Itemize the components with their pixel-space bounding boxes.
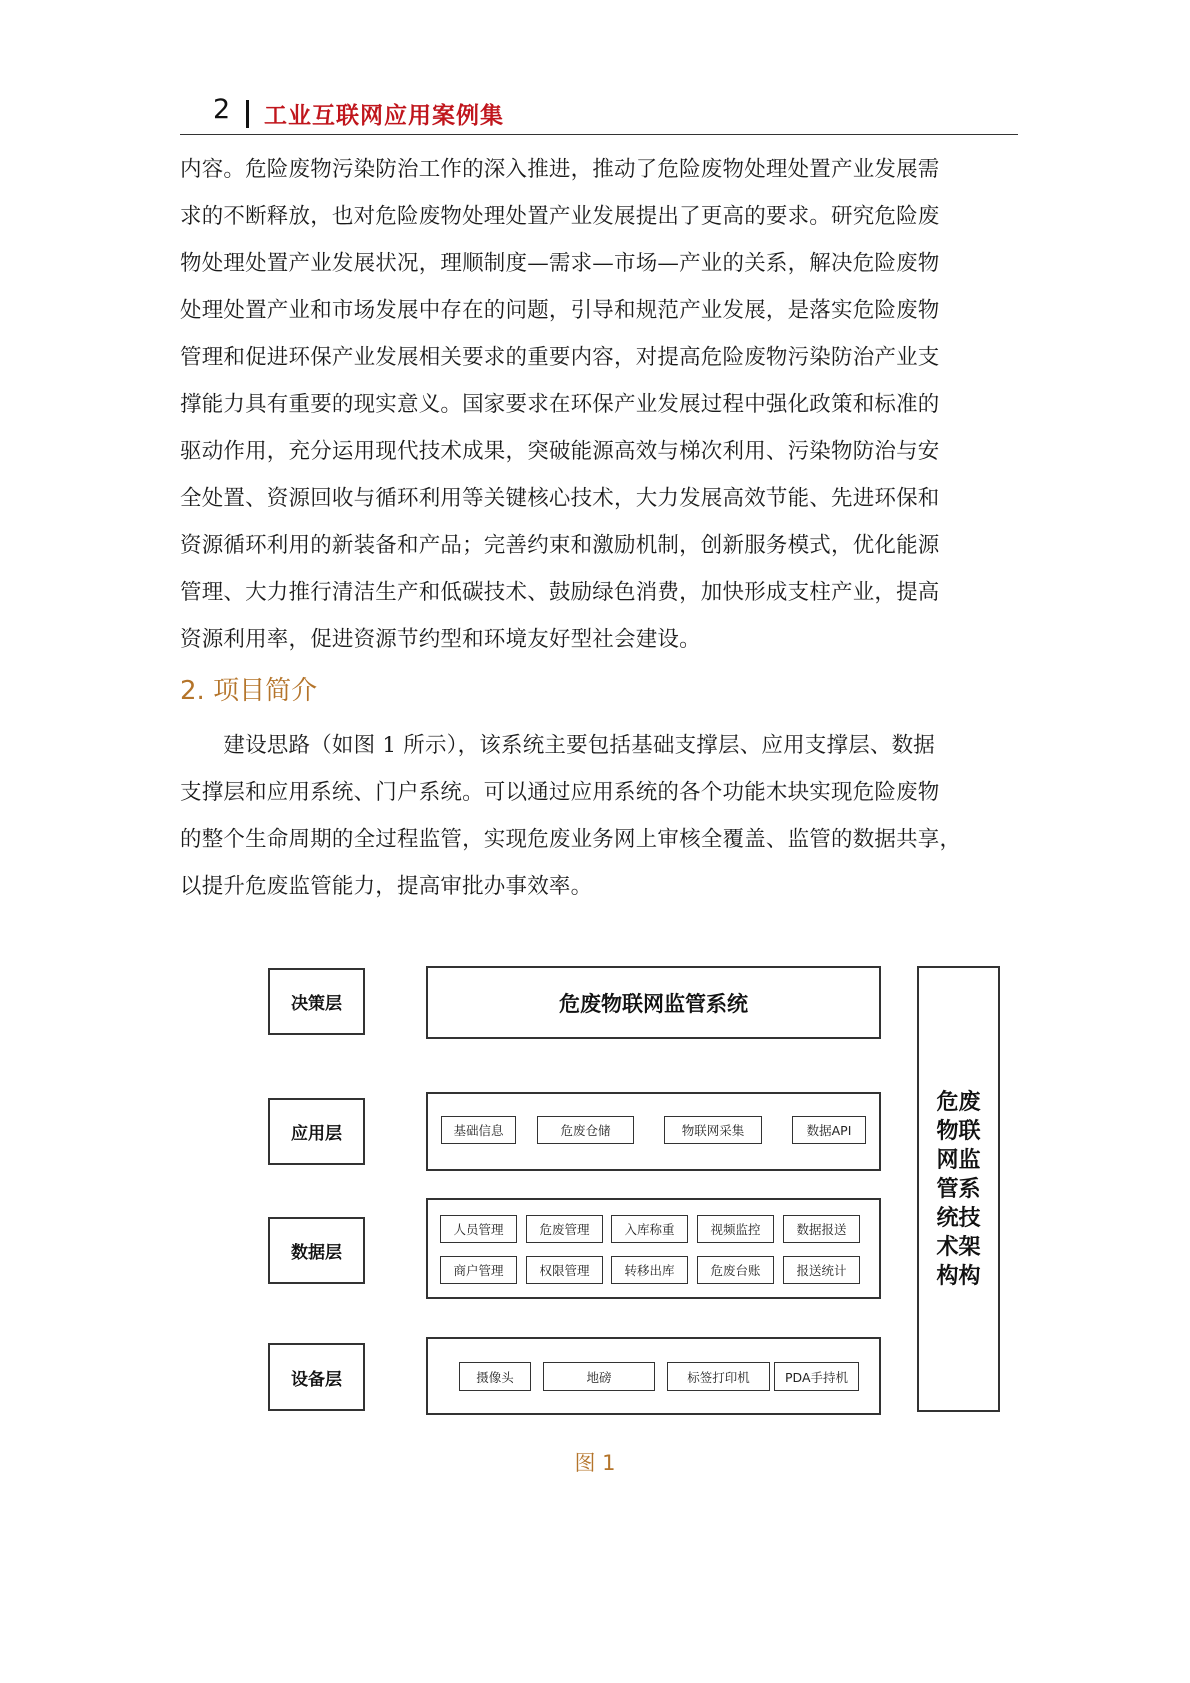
layer-label-decision: 决策层 <box>268 968 365 1035</box>
text-line: 求的不断释放，也对危险废物处理处置产业发展提出了更高的要求。研究危险废 <box>180 204 940 229</box>
text-line: 管理和促进环保产业发展相关要求的重要内容，对提高危险废物污染防治产业支 <box>180 345 940 370</box>
text-line: 撑能力具有重要的现实意义。国家要求在环保产业发展过程中强化政策和标准的 <box>180 392 940 417</box>
module-video-monitoring: 视频监控 <box>697 1215 774 1243</box>
layer-label-device: 设备层 <box>268 1343 365 1411</box>
module-inbound-weighing: 入库称重 <box>611 1215 688 1243</box>
book-title: 工业互联网应用案例集 <box>264 103 504 129</box>
module-hazwaste-ledger: 危废台账 <box>697 1256 774 1284</box>
module-hazwaste-management: 危废管理 <box>526 1215 603 1243</box>
body-paragraph-1 <box>180 146 1020 663</box>
module-weighbridge: 地磅 <box>543 1362 655 1391</box>
text-line: 驱动作用，充分运用现代技术成果，突破能源高效与梯次利用、污染物防治与安 <box>180 439 940 464</box>
text-line: 以提升危废监管能力，提高审批办事效率。 <box>180 874 593 899</box>
section-heading: 2. 项目简介 <box>180 676 318 706</box>
header-divider <box>246 100 249 128</box>
module-pda-handheld: PDA手持机 <box>774 1362 859 1391</box>
page-header <box>180 94 1018 135</box>
module-basic-info: 基础信息 <box>441 1116 516 1144</box>
architecture-side-label: 危废物联网监管系统技术架构构 <box>936 1089 981 1289</box>
layer-label-data: 数据层 <box>268 1217 365 1284</box>
module-report-statistics: 报送统计 <box>783 1256 860 1284</box>
module-merchant-management: 商户管理 <box>440 1256 517 1284</box>
module-iot-collection: 物联网采集 <box>664 1116 762 1144</box>
text-line: 资源循环利用的新装备和产品；完善约束和激励机制，创新服务模式，优化能源 <box>180 533 940 558</box>
text-line: 全处置、资源回收与循环利用等关键核心技术，大力发展高效节能、先进环保和 <box>180 486 940 511</box>
text-line: 建设思路（如图 1 所示），该系统主要包括基础支撑层、应用支撑层、数据 <box>180 733 936 758</box>
text-line: 内容。危险废物污染防治工作的深入推进，推动了危险废物处理处置产业发展需 <box>180 157 940 182</box>
text-line: 支撑层和应用系统、门户系统。可以通过应用系统的各个功能木块实现危险废物 <box>180 780 940 805</box>
system-title-box: 危废物联网监管系统 <box>426 966 881 1039</box>
module-transfer-outbound: 转移出库 <box>611 1256 688 1284</box>
module-data-reporting: 数据报送 <box>783 1215 860 1243</box>
page-number: 2 <box>213 94 231 125</box>
module-camera: 摄像头 <box>459 1362 531 1391</box>
text-line: 处理处置产业和市场发展中存在的问题，引导和规范产业发展，是落实危险废物 <box>180 298 940 323</box>
text-line: 的整个生命周期的全过程监管，实现危废业务网上审核全覆盖、监管的数据共享， <box>180 827 962 852</box>
module-data-api: 数据API <box>792 1116 866 1144</box>
text-line: 物处理处置产业发展状况，理顺制度—需求—市场—产业的关系，解决危险废物 <box>180 251 940 276</box>
module-hazwaste-storage: 危废仓储 <box>537 1116 634 1144</box>
architecture-side-label-box <box>917 966 1000 1412</box>
module-label-printer: 标签打印机 <box>667 1362 770 1391</box>
module-permission-management: 权限管理 <box>526 1256 603 1284</box>
layer-label-application: 应用层 <box>268 1098 365 1165</box>
text-line: 管理、大力推行清洁生产和低碳技术、鼓励绿色消费，加快形成支柱产业，提高 <box>180 580 940 605</box>
figure-caption: 图 1 <box>574 1451 616 1475</box>
text-line: 资源利用率，促进资源节约型和环境友好型社会建设。 <box>180 627 701 652</box>
module-personnel-management: 人员管理 <box>440 1215 517 1243</box>
body-paragraph-2 <box>180 722 1020 910</box>
